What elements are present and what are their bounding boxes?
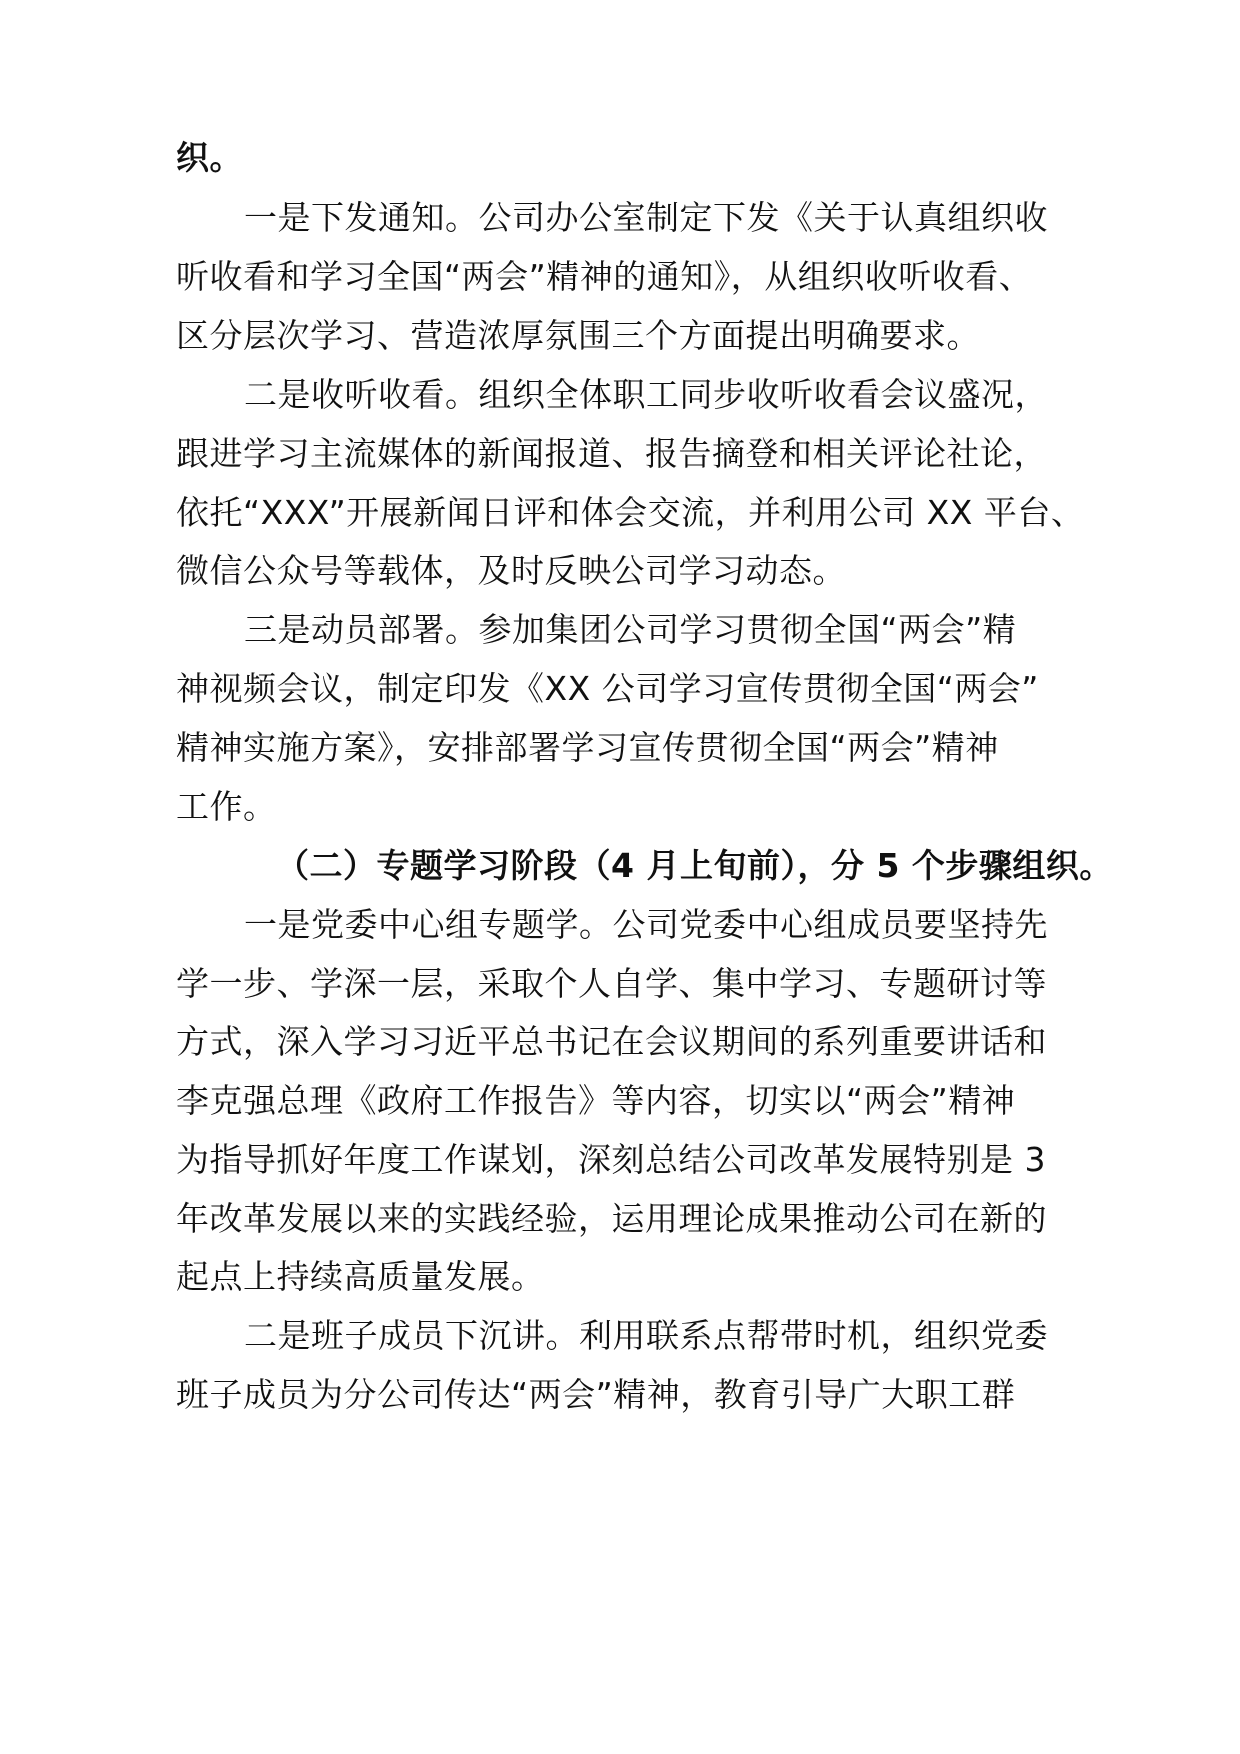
text-line: 精神实施方案》，安排部署学习宣传贯彻全国“两会”精神 (176, 728, 999, 767)
text-line: 年改革发展以来的实践经验，运用理论成果推动公司在新的 (176, 1199, 1047, 1238)
text-line: 一是下发通知。公司办公室制定下发《关于认真组织收 (244, 198, 1048, 237)
text-line: 班子成员为分公司传达“两会”精神，教育引导广大职工群 (176, 1375, 1016, 1414)
text-line: 区分层次学习、营造浓厚氛围三个方面提出明确要求。 (176, 316, 980, 355)
text-line: 二是班子成员下沉讲。利用联系点帮带时机，组织党委 (244, 1316, 1048, 1355)
text-line: 微信公众号等载体，及时反映公司学习动态。 (176, 551, 846, 590)
text-line: 依托“XXX”开展新闻日评和体会交流，并利用公司 XX 平台、 (176, 493, 1085, 532)
text-line: 跟进学习主流媒体的新闻报道、报告摘登和相关评论社论， (176, 434, 1047, 473)
text-line: 一是党委中心组专题学。公司党委中心组成员要坚持先 (244, 905, 1048, 944)
text-line: 李克强总理《政府工作报告》等内容，切实以“两会”精神 (176, 1081, 1016, 1120)
text-line: 起点上持续高质量发展。 (176, 1257, 545, 1296)
text-line: 工作。 (176, 787, 277, 826)
text-line: 为指导抓好年度工作谋划，深刻总结公司改革发展特别是 3 (176, 1140, 1046, 1179)
text-line: 二是收听收看。组织全体职工同步收听收看会议盛况， (244, 375, 1048, 414)
text-line: 织。 (176, 138, 243, 177)
text-line: 听收看和学习全国“两会”精神的通知》，从组织收听收看、 (176, 257, 1033, 296)
text-line: 方式，深入学习习近平总书记在会议期间的系列重要讲话和 (176, 1022, 1047, 1061)
text-line: 三是动员部署。参加集团公司学习贯彻全国“两会”精 (244, 610, 1017, 649)
section-heading: （二）专题学习阶段（4 月上旬前），分 5 个步骤组织。 (276, 846, 1113, 885)
text-line: 神视频会议，制定印发《XX 公司学习宣传贯彻全国“两会” (176, 669, 1039, 708)
text-line: 学一步、学深一层，采取个人自学、集中学习、专题研讨等 (176, 964, 1047, 1003)
